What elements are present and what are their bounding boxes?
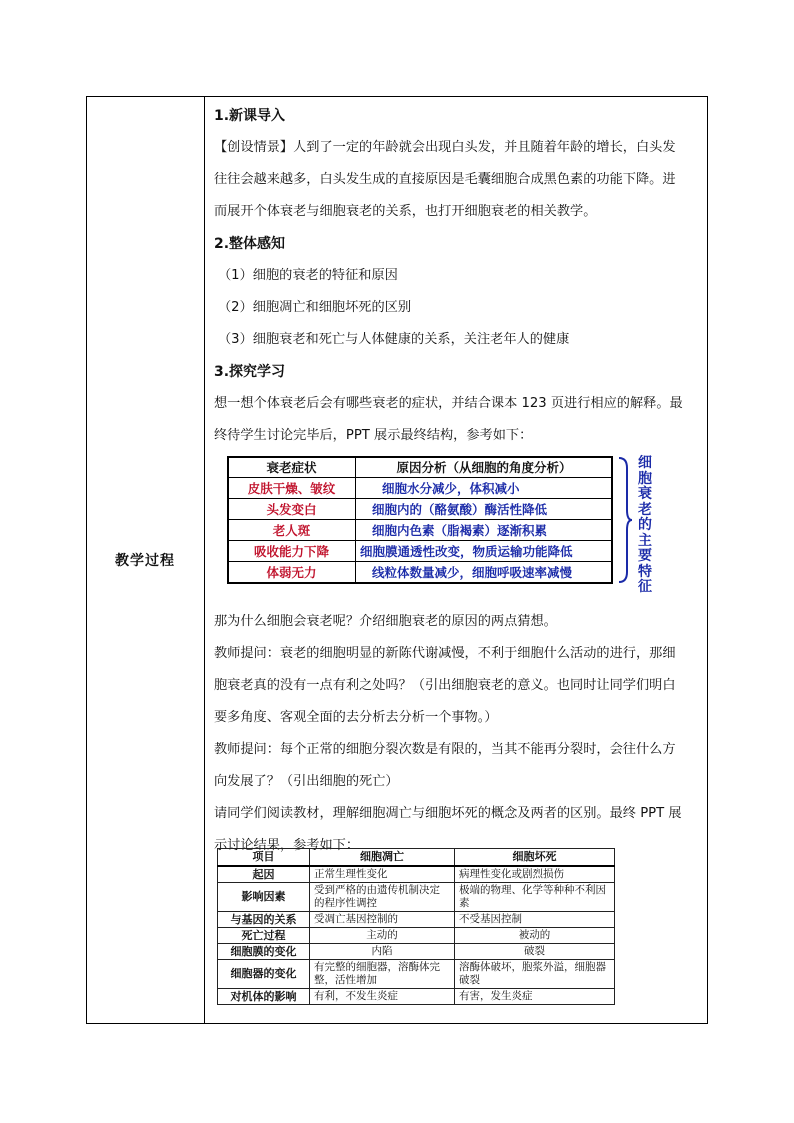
apoptosis-cell: 有完整的细胞器，溶酶体完整，活性增加	[310, 959, 455, 988]
apoptosis-cell: 受到严格的由遗传机制决定的程序性调控	[310, 882, 455, 911]
header-cell: 细胞凋亡	[310, 849, 455, 866]
table-row	[228, 541, 613, 562]
necrosis-cell: 不受基因控制	[455, 911, 615, 927]
table-header-row	[218, 849, 615, 866]
aging-features-table	[227, 456, 613, 583]
symptom-cell: 头发变白	[228, 499, 356, 520]
intro-line-2: 往往会越来越多，白头发生成的直接原因是毛囊细胞合成黑色素的功能下降。进	[214, 172, 676, 187]
table-row	[218, 882, 615, 911]
intro-line-3: 而展开个体衰老与细胞衰老的关系，也打开细胞衰老的相关教学。	[214, 204, 597, 219]
curly-brace-icon	[617, 456, 633, 584]
header-cell: 原因分析（从细胞的角度分析）	[356, 457, 613, 478]
item-cell: 细胞器的变化	[218, 959, 310, 988]
apoptosis-necrosis-figure	[217, 848, 615, 1005]
item-cell: 影响因素	[218, 882, 310, 911]
intro-line-1: 【创设情景】人到了一定的年龄就会出现白头发，并且随着年龄的增长，白头发	[214, 140, 676, 155]
overview-item: （1）细胞的衰老的特征和原因	[218, 268, 398, 283]
header-cell: 衰老症状	[228, 457, 356, 478]
item-cell: 与基因的关系	[218, 911, 310, 927]
column-divider	[204, 96, 205, 1024]
body-line: 示讨论结果，参考如下：	[214, 838, 360, 853]
cause-cell: 细胞内的（酪氨酸）酶活性降低	[356, 499, 613, 520]
table-row	[228, 520, 613, 541]
table-row	[218, 943, 615, 959]
apoptosis-cell: 有利，不发生炎症	[310, 988, 455, 1004]
symptom-cell: 体弱无力	[228, 562, 356, 583]
aging-features-figure	[227, 455, 665, 595]
table-row	[218, 988, 615, 1004]
explore-line-1: 想一想个体衰老后会有哪些衰老的症状，并结合课本 123 页进行相应的解释。最	[214, 396, 683, 411]
cause-cell: 细胞膜通透性改变，物质运输功能降低	[356, 541, 613, 562]
body-line: 要多角度、客观全面的去分析去分析一个事物。）	[214, 710, 498, 725]
header-cell: 细胞坏死	[455, 849, 615, 866]
section-explore-title: 3.探究学习	[214, 364, 286, 380]
item-cell: 对机体的影响	[218, 988, 310, 1004]
overview-item: （3）细胞衰老和死亡与人体健康的关系，关注老年人的健康	[218, 332, 570, 347]
cause-cell: 线粒体数量减少，细胞呼吸速率减慢	[356, 562, 613, 583]
table-row	[218, 927, 615, 943]
table-row	[218, 866, 615, 883]
necrosis-cell: 极端的物理、化学等种种不利因素	[455, 882, 615, 911]
item-cell: 起因	[218, 866, 310, 883]
section-overview-title: 2.整体感知	[214, 236, 286, 252]
apoptosis-cell: 内陷	[310, 943, 455, 959]
table-row	[218, 959, 615, 988]
explore-line-2: 终待学生讨论完毕后，PPT 展示最终结构，参考如下：	[214, 428, 533, 443]
body-line: 请同学们阅读教材，理解细胞凋亡与细胞坏死的概念及两者的区别。最终 PPT 展	[214, 806, 682, 821]
main-features-side-label: 细 胞 衰 老 的 主 要 特 征	[638, 455, 652, 595]
table-row	[228, 478, 613, 499]
body-line: 那为什么细胞会衰老呢？介绍细胞衰老的原因的两点猜想。	[214, 614, 557, 629]
teaching-process-label: 教学过程	[115, 553, 175, 569]
table-row	[218, 911, 615, 927]
cause-cell: 细胞内色素（脂褐素）逐渐积累	[356, 520, 613, 541]
overview-item: （2）细胞凋亡和细胞坏死的区别	[218, 300, 412, 315]
apoptosis-necrosis-table	[217, 848, 615, 1005]
header-cell: 项目	[218, 849, 310, 866]
apoptosis-cell: 正常生理性变化	[310, 866, 455, 883]
necrosis-cell: 有害，发生炎症	[455, 988, 615, 1004]
symptom-cell: 吸收能力下降	[228, 541, 356, 562]
table-row	[228, 562, 613, 583]
table-row	[228, 499, 613, 520]
symptom-cell: 老人斑	[228, 520, 356, 541]
body-line: 胞衰老真的没有一点有利之处吗？（引出细胞衰老的意义。也同时让同学们明白	[214, 678, 676, 693]
apoptosis-cell: 主动的	[310, 927, 455, 943]
body-line: 教师提问：每个正常的细胞分裂次数是有限的，当其不能再分裂时，会往什么方	[214, 742, 676, 757]
cause-cell: 细胞水分减少，体积减小	[356, 478, 613, 499]
body-line: 向发展了？（引出细胞的死亡）	[214, 774, 399, 789]
item-cell: 细胞膜的变化	[218, 943, 310, 959]
table-header-row	[228, 457, 613, 478]
body-line: 教师提问：衰老的细胞明显的新陈代谢减慢，不利于细胞什么活动的进行，那细	[214, 646, 676, 661]
symptom-cell: 皮肤干燥、皱纹	[228, 478, 356, 499]
necrosis-cell: 溶酶体破坏，胞浆外溢，细胞器破裂	[455, 959, 615, 988]
item-cell: 死亡过程	[218, 927, 310, 943]
section-intro-title: 1.新课导入	[214, 108, 286, 124]
necrosis-cell: 破裂	[455, 943, 615, 959]
necrosis-cell: 被动的	[455, 927, 615, 943]
necrosis-cell: 病理性变化或剧烈损伤	[455, 866, 615, 883]
apoptosis-cell: 受凋亡基因控制的	[310, 911, 455, 927]
